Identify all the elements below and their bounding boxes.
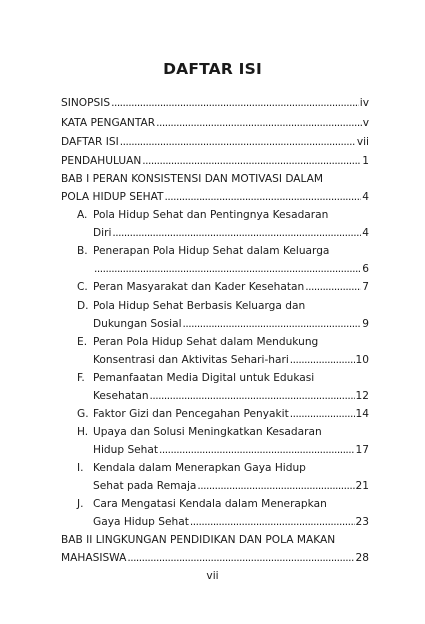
leader-dots: [120, 133, 356, 151]
toc-page-number: 9: [362, 318, 369, 330]
toc-entry-text: Gaya Hidup Sehat: [93, 516, 189, 528]
toc-page-number: 4: [362, 191, 369, 203]
toc-page-number: 17: [355, 444, 369, 456]
toc-entry-text: Diri: [93, 227, 112, 239]
toc-page-number: 14: [355, 408, 369, 420]
footer-page-number: vii: [206, 570, 219, 582]
toc-page-number: 10: [355, 354, 369, 366]
leader-dots: [150, 387, 355, 405]
toc-entry-daftar-isi[interactable]: [61, 133, 369, 151]
leader-dots: [156, 114, 362, 132]
leader-dots: [94, 260, 361, 278]
toc-entry-d[interactable]: [93, 315, 369, 333]
toc-entry-h[interactable]: [93, 441, 369, 459]
toc-title: DAFTAR ISI: [163, 60, 262, 78]
toc-letter-g: G.: [77, 408, 89, 420]
toc-entry-text: SINOPSIS: [61, 97, 111, 109]
toc-entry-text: KATA PENGANTAR: [61, 117, 156, 129]
leader-dots: [305, 278, 361, 296]
toc-entry-text: Sehat pada Remaja: [93, 480, 197, 492]
leader-dots: [111, 94, 359, 112]
toc-entry-text: Faktor Gizi dan Pencegahan Penyakit: [93, 408, 289, 420]
toc-page-number: 23: [355, 516, 369, 528]
toc-entry-e[interactable]: [93, 351, 369, 369]
toc-entry-text: Kesehatan: [93, 390, 149, 402]
toc-entry-a[interactable]: [93, 224, 369, 242]
leader-dots: [197, 477, 354, 495]
toc-page-number: 4: [362, 227, 369, 239]
toc-letter-c: C.: [77, 281, 88, 293]
toc-page-number: 7: [362, 281, 369, 293]
toc-entry-b-line1[interactable]: Penerapan Pola Hidup Sehat dalam Keluarga: [93, 245, 330, 257]
leader-dots: [165, 188, 362, 206]
toc-entry-f-line1[interactable]: Pemanfaatan Media Digital untuk Edukasi: [93, 372, 315, 384]
toc-entry-bab-1-line1[interactable]: BAB I PERAN KONSISTENSI DAN MOTIVASI DALAM: [61, 173, 324, 185]
toc-entry-text: DAFTAR ISI: [61, 136, 119, 148]
toc-page-number: 6: [362, 263, 369, 275]
toc-entry-j-line1[interactable]: Cara Mengatasi Kendala dalam Menerapkan: [93, 498, 327, 510]
toc-entry-text: PENDAHULUAN: [61, 155, 142, 167]
toc-letter-f: F.: [77, 372, 85, 384]
leader-dots: [190, 513, 355, 531]
toc-page-number: iv: [359, 97, 369, 109]
toc-letter-j: J.: [77, 498, 84, 510]
toc-letter-i: I.: [77, 462, 84, 474]
toc-entry-g[interactable]: [93, 405, 369, 423]
toc-entry-text: Dukungan Sosial: [93, 318, 182, 330]
toc-letter-e: E.: [77, 336, 88, 348]
toc-entry-bab-2[interactable]: [61, 549, 369, 567]
toc-entry-text: POLA HIDUP SEHAT: [61, 191, 164, 203]
leader-dots: [142, 152, 361, 170]
toc-entry-bab-1[interactable]: [61, 188, 369, 206]
toc-entry-d-line1[interactable]: Pola Hidup Sehat Berbasis Keluarga dan: [93, 300, 306, 312]
leader-dots: [183, 315, 362, 333]
toc-entry-text: Hidup Sehat: [93, 444, 159, 456]
toc-entry-e-line1[interactable]: Peran Pola Hidup Sehat dalam Mendukung: [93, 336, 319, 348]
toc-page-number: v: [362, 117, 369, 129]
toc-entry-text: Peran Masyarakat dan Kader Kesehatan: [93, 281, 305, 293]
toc-entry-i[interactable]: [93, 477, 369, 495]
toc-letter-h: H.: [77, 426, 89, 438]
leader-dots: [127, 549, 354, 567]
toc-letter-b: B.: [77, 245, 88, 257]
toc-entry-text: MAHASISWA: [61, 552, 127, 564]
toc-entry-c[interactable]: [93, 278, 369, 296]
toc-entry-a-line1[interactable]: Pola Hidup Sehat dan Pentingnya Kesadaran: [93, 209, 329, 221]
toc-page-number: 21: [355, 480, 369, 492]
toc-page-number: 28: [355, 552, 369, 564]
toc-entry-h-line1[interactable]: Upaya dan Solusi Meningkatkan Kesadaran: [93, 426, 322, 438]
toc-entry-j[interactable]: [93, 513, 369, 531]
toc-entry-text: Konsentrasi dan Aktivitas Sehari-hari: [93, 354, 289, 366]
leader-dots: [159, 441, 354, 459]
toc-entry-i-line1[interactable]: Kendala dalam Menerapkan Gaya Hidup: [93, 462, 306, 474]
toc-page-number: 1: [362, 155, 369, 167]
leader-dots: [290, 405, 355, 423]
toc-page-number: vii: [356, 136, 369, 148]
toc-entry-pendahuluan[interactable]: [61, 152, 369, 170]
toc-letter-a: A.: [77, 209, 88, 221]
toc-entry-kata-pengantar[interactable]: [61, 114, 369, 132]
toc-entry-b[interactable]: [93, 260, 369, 278]
toc-entry-sinopsis[interactable]: [61, 94, 369, 112]
toc-entry-f[interactable]: [93, 387, 369, 405]
leader-dots: [112, 224, 361, 242]
toc-entry-bab-2-line1[interactable]: BAB II LINGKUNGAN PENDIDIKAN DAN POLA MAKAN: [61, 534, 336, 546]
toc-page-number: 12: [355, 390, 369, 402]
leader-dots: [290, 351, 355, 369]
toc-letter-d: D.: [77, 300, 89, 312]
